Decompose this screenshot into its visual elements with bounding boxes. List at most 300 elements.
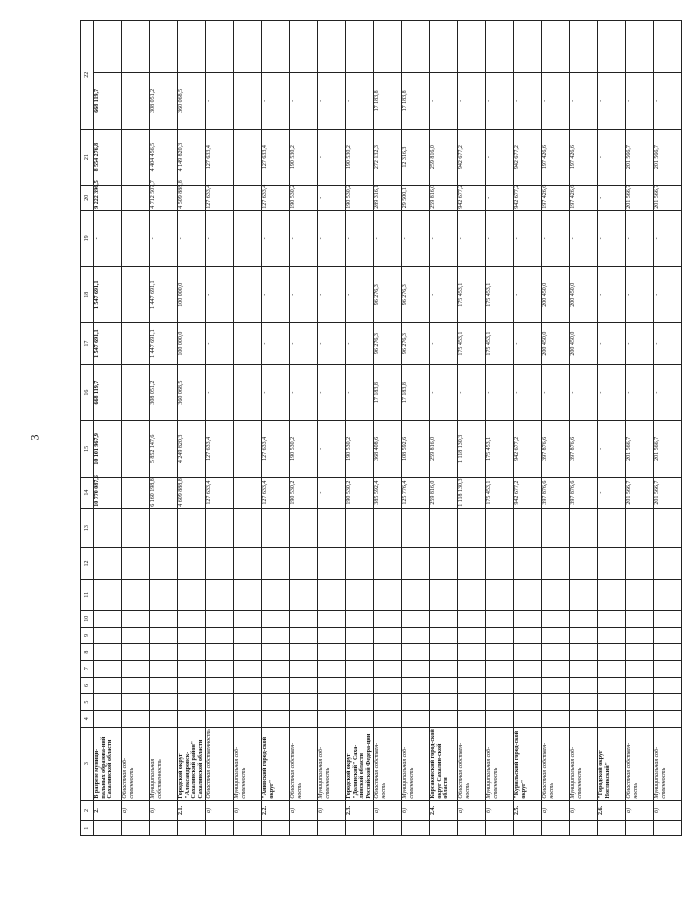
trailing-cell: [262, 21, 290, 73]
value-cell-c16: 17 183,8: [374, 365, 402, 421]
empty-cell-col9: [570, 627, 598, 644]
empty-cell-col7: [542, 660, 570, 677]
empty-cell-col5: [178, 694, 206, 711]
header-cell-16: 16: [81, 365, 94, 421]
value-cell-c15: 397 876,6: [542, 421, 570, 477]
empty-cell-col7: [654, 660, 682, 677]
value-cell-c18: 200 450,0: [542, 267, 570, 323]
empty-cell-col8: [374, 644, 402, 661]
empty-cell-col9: [122, 627, 150, 644]
empty-cell-col11: [150, 579, 178, 610]
row-index: 2.4.: [430, 800, 458, 821]
value-cell-c22: -: [318, 73, 346, 129]
value-cell-c22: -: [654, 73, 682, 129]
empty-cell-col5: [290, 694, 318, 711]
value-cell-c20: 9 222 396,5: [94, 185, 122, 210]
empty-cell-col4: [430, 710, 458, 727]
row-name: "Городской округ Ногликский": [598, 727, 626, 800]
empty-cell-col4: [458, 710, 486, 727]
value-cell-c21: -: [486, 129, 514, 185]
trailing-cell: [122, 21, 150, 73]
empty-cell-col13: [234, 508, 262, 548]
value-cell-c20: -: [486, 185, 514, 210]
empty-cell-col10: [654, 610, 682, 627]
value-cell-c14: 190 530,2: [290, 477, 318, 508]
value-cell-c16: -: [542, 365, 570, 421]
row-name: Областная собственность: [206, 727, 234, 800]
table-row: [94, 21, 122, 836]
value-cell-c22: 308 051,2: [150, 73, 178, 129]
empty-cell-col6: [122, 677, 150, 694]
empty-cell-col8: [318, 644, 346, 661]
row-name: Областная собствен-ность: [374, 727, 402, 800]
empty-cell-col12: [430, 548, 458, 579]
row-index: б): [402, 800, 430, 821]
value-cell-c18: 96 276,3: [374, 267, 402, 323]
value-cell-c17: -: [290, 323, 318, 365]
header-row: [81, 21, 94, 836]
empty-cell-col9: [654, 627, 682, 644]
empty-cell-col13: [598, 508, 626, 548]
row-name: Областная соб-ственность: [122, 727, 150, 800]
empty-cell-col7: [374, 660, 402, 677]
row-index: а): [458, 800, 486, 821]
empty-cell-col7: [234, 660, 262, 677]
empty-cell-col7: [290, 660, 318, 677]
empty-cell-col12: [122, 548, 150, 579]
value-cell-c16: [122, 365, 150, 421]
row-name: Муниципальная соб-ственность: [402, 727, 430, 800]
row-index: б): [486, 800, 514, 821]
value-cell-c22: 668 119,7: [94, 73, 122, 129]
header-cell-3: 3: [81, 727, 94, 800]
empty-cell-col12: [374, 548, 402, 579]
empty-cell-col8: [486, 644, 514, 661]
value-cell-c15: 108 592,6: [402, 421, 430, 477]
header-cell-22: 22: [81, 21, 94, 130]
row-name: Муниципальная собственность: [150, 727, 178, 800]
table-row: [234, 21, 262, 836]
value-cell-c16: -: [346, 365, 374, 421]
empty-cell-col9: [290, 627, 318, 644]
empty-cell-col10: [570, 610, 598, 627]
empty-cell-col13: [430, 508, 458, 548]
header-cell-17: 17: [81, 323, 94, 365]
empty-cell-col10: [542, 610, 570, 627]
value-cell-c15: 397 876,6: [570, 421, 598, 477]
row-index: 2.2.: [262, 800, 290, 821]
row-marker-cell: [206, 821, 234, 836]
row-index: а): [626, 800, 654, 821]
empty-cell-col10: [346, 610, 374, 627]
empty-cell-col11: [318, 579, 346, 610]
empty-cell-col5: [122, 694, 150, 711]
trailing-cell: [570, 21, 598, 73]
value-cell-c20: 201 566,7: [626, 185, 654, 210]
empty-cell-col4: [598, 710, 626, 727]
row-name: В разрезе муници-пальных образова-ний Сахалинской области: [94, 727, 122, 800]
empty-cell-col9: [598, 627, 626, 644]
header-cell-15: 15: [81, 421, 94, 477]
table-row: [290, 21, 318, 836]
value-cell-c22: -: [430, 73, 458, 129]
empty-cell-col4: [206, 710, 234, 727]
empty-cell-col5: [570, 694, 598, 711]
value-cell-c18: [234, 267, 262, 323]
empty-cell-col6: [486, 677, 514, 694]
empty-cell-col11: [178, 579, 206, 610]
empty-cell-col13: [122, 508, 150, 548]
value-cell-c16: -: [486, 365, 514, 421]
value-cell-c22: -: [206, 73, 234, 129]
table-row: [122, 21, 150, 836]
value-cell-c20: 190 530,2: [346, 185, 374, 210]
empty-cell-col9: [402, 627, 430, 644]
empty-cell-col8: [626, 644, 654, 661]
value-cell-c18: 1 547 691,1: [94, 267, 122, 323]
value-cell-c17: 175 453,1: [458, 323, 486, 365]
empty-cell-col11: [486, 579, 514, 610]
value-cell-c16: 308 051,2: [150, 365, 178, 421]
empty-cell-col7: [94, 660, 122, 677]
value-cell-c15: 175 453,1: [486, 421, 514, 477]
table-row: [318, 21, 346, 836]
empty-cell-col8: [234, 644, 262, 661]
empty-cell-col7: [318, 660, 346, 677]
empty-cell-col10: [458, 610, 486, 627]
header-cell-2: 2: [81, 800, 94, 821]
empty-cell-col8: [570, 644, 598, 661]
value-cell-c15: 201 566,7: [626, 421, 654, 477]
trailing-cell: [542, 21, 570, 73]
empty-cell-col7: [486, 660, 514, 677]
value-cell-c19: -: [458, 210, 486, 266]
trailing-cell: [318, 21, 346, 73]
row-name: Муниципальная соб-ственность: [318, 727, 346, 800]
empty-cell-col4: [346, 710, 374, 727]
trailing-cell: [290, 21, 318, 73]
empty-cell-col9: [430, 627, 458, 644]
value-cell-c20: 190 530,2: [290, 185, 318, 210]
empty-cell-col7: [430, 660, 458, 677]
empty-cell-col12: [654, 548, 682, 579]
empty-cell-col11: [402, 579, 430, 610]
value-cell-c18: -: [290, 267, 318, 323]
empty-cell-col12: [206, 548, 234, 579]
header-cell-7: 7: [81, 660, 94, 677]
value-cell-c19: -: [94, 210, 122, 266]
empty-cell-col5: [234, 694, 262, 711]
trailing-cell: [346, 21, 374, 73]
value-cell-c14: -: [318, 477, 346, 508]
empty-cell-col5: [458, 694, 486, 711]
value-cell-c18: -: [430, 267, 458, 323]
header-cell-9: 9: [81, 627, 94, 644]
value-cell-c19: -: [654, 210, 682, 266]
empty-cell-col12: [290, 548, 318, 579]
value-cell-c14: 201 566,7: [654, 477, 682, 508]
empty-cell-col5: [598, 694, 626, 711]
value-cell-c21: 127 633,4: [262, 129, 290, 185]
empty-cell-col5: [150, 694, 178, 711]
empty-cell-col11: [262, 579, 290, 610]
value-cell-c18: 100 000,0: [178, 267, 206, 323]
value-cell-c21: [122, 129, 150, 185]
empty-cell-col4: [150, 710, 178, 727]
value-cell-c21: 12 316,3: [402, 129, 430, 185]
empty-cell-col7: [346, 660, 374, 677]
value-cell-c17: -: [206, 323, 234, 365]
value-cell-c21: -: [318, 129, 346, 185]
value-cell-c14: 10 770 087,6: [94, 477, 122, 508]
value-cell-c15: [234, 421, 262, 477]
empty-cell-col7: [570, 660, 598, 677]
empty-cell-col11: [346, 579, 374, 610]
value-cell-c19: [122, 210, 150, 266]
row-index: а): [206, 800, 234, 821]
value-cell-c14: 397 876,6: [570, 477, 598, 508]
value-cell-c16: 668 119,7: [94, 365, 122, 421]
value-cell-c16: -: [570, 365, 598, 421]
value-cell-c21: 4 404 456,5: [150, 129, 178, 185]
empty-cell-col11: [290, 579, 318, 610]
empty-cell-col8: [122, 644, 150, 661]
value-cell-c17: -: [598, 323, 626, 365]
value-cell-c14: 125 776,4: [402, 477, 430, 508]
header-cell-18: 18: [81, 267, 94, 323]
empty-cell-col10: [150, 610, 178, 627]
row-index: 2.5.: [514, 800, 542, 821]
empty-cell-col9: [514, 627, 542, 644]
empty-cell-col4: [262, 710, 290, 727]
empty-cell-col4: [122, 710, 150, 727]
value-cell-c20: 942 677,2: [458, 185, 486, 210]
empty-cell-col10: [318, 610, 346, 627]
value-cell-c16: -: [206, 365, 234, 421]
value-cell-c20: [122, 185, 150, 210]
empty-cell-col7: [458, 660, 486, 677]
empty-cell-col9: [206, 627, 234, 644]
empty-cell-col10: [178, 610, 206, 627]
row-index: б): [150, 800, 178, 821]
value-cell-c19: -: [626, 210, 654, 266]
value-cell-c18: 96 276,3: [402, 267, 430, 323]
empty-cell-col13: [346, 508, 374, 548]
value-cell-c20: 259 816,0: [430, 185, 458, 210]
empty-cell-col12: [178, 548, 206, 579]
row-index: а): [122, 800, 150, 821]
empty-cell-col10: [486, 610, 514, 627]
empty-cell-col5: [430, 694, 458, 711]
empty-cell-col8: [598, 644, 626, 661]
empty-cell-col6: [458, 677, 486, 694]
empty-cell-col8: [654, 644, 682, 661]
empty-cell-col6: [626, 677, 654, 694]
empty-cell-col11: [374, 579, 402, 610]
value-cell-c16: -: [654, 365, 682, 421]
table-row: [262, 21, 290, 836]
row-index: б): [318, 800, 346, 821]
trailing-cell: [654, 21, 682, 73]
row-marker-cell: [178, 821, 206, 836]
value-cell-c20: -: [598, 185, 626, 210]
value-cell-c15: 190 530,2: [290, 421, 318, 477]
empty-cell-col4: [626, 710, 654, 727]
empty-cell-col13: [290, 508, 318, 548]
empty-cell-col9: [458, 627, 486, 644]
row-index: б): [570, 800, 598, 821]
value-cell-c20: 127 633,4: [206, 185, 234, 210]
empty-cell-col7: [626, 660, 654, 677]
value-cell-c22: -: [458, 73, 486, 129]
value-cell-c15: 127 633,4: [262, 421, 290, 477]
empty-cell-col13: [178, 508, 206, 548]
value-cell-c22: 360 068,5: [178, 73, 206, 129]
empty-cell-col13: [150, 508, 178, 548]
row-marker-cell: [374, 821, 402, 836]
value-cell-c21: 942 677,2: [458, 129, 486, 185]
trailing-cell: [178, 21, 206, 73]
value-cell-c19: -: [598, 210, 626, 266]
value-cell-c22: 17 183,8: [402, 73, 430, 129]
value-cell-c20: 942 677,2: [514, 185, 542, 210]
trailing-cell: [626, 21, 654, 73]
value-cell-c20: 197 426,6: [570, 185, 598, 210]
value-cell-c19: -: [514, 210, 542, 266]
value-cell-c17: -: [318, 323, 346, 365]
trailing-cell: [430, 21, 458, 73]
empty-cell-col11: [458, 579, 486, 610]
budget-table: [80, 20, 682, 836]
empty-cell-col4: [374, 710, 402, 727]
row-name: Корсаковский город-ской округ Сахалин-ской области: [430, 727, 458, 800]
empty-cell-col8: [402, 644, 430, 661]
trailing-cell: [94, 21, 122, 73]
empty-cell-col6: [290, 677, 318, 694]
empty-cell-col9: [178, 627, 206, 644]
table-row: [626, 21, 654, 836]
empty-cell-col4: [486, 710, 514, 727]
empty-cell-col10: [206, 610, 234, 627]
value-cell-c17: 200 450,0: [542, 323, 570, 365]
row-marker-cell: [626, 821, 654, 836]
empty-cell-col7: [598, 660, 626, 677]
empty-cell-col8: [542, 644, 570, 661]
value-cell-c14: [234, 477, 262, 508]
empty-cell-col5: [346, 694, 374, 711]
value-cell-c20: 29 500,1: [402, 185, 430, 210]
table-row: [542, 21, 570, 836]
value-cell-c19: -: [150, 210, 178, 266]
trailing-cell: [486, 21, 514, 73]
value-cell-c21: [234, 129, 262, 185]
value-cell-c22: -: [346, 73, 374, 129]
value-cell-c15: 368 408,6: [374, 421, 402, 477]
empty-cell-col10: [122, 610, 150, 627]
row-name: Областная собствен-ность: [290, 727, 318, 800]
row-marker-cell: [346, 821, 374, 836]
row-index: а): [542, 800, 570, 821]
row-marker-cell: [234, 821, 262, 836]
empty-cell-col6: [654, 677, 682, 694]
value-cell-c20: 4 509 888,8: [178, 185, 206, 210]
empty-cell-col13: [374, 508, 402, 548]
row-marker-cell: [402, 821, 430, 836]
empty-cell-col13: [206, 508, 234, 548]
value-cell-c21: 127 633,4: [206, 129, 234, 185]
value-cell-c16: -: [430, 365, 458, 421]
value-cell-c17: [122, 323, 150, 365]
value-cell-c14: -: [598, 477, 626, 508]
empty-cell-col8: [346, 644, 374, 661]
empty-cell-col10: [262, 610, 290, 627]
value-cell-c15: 190 530,2: [346, 421, 374, 477]
empty-cell-col13: [542, 508, 570, 548]
header-cell-14: 14: [81, 477, 94, 508]
row-marker-cell: [486, 821, 514, 836]
header-cell-4: 4: [81, 710, 94, 727]
value-cell-c21: 4 149 820,3: [178, 129, 206, 185]
value-cell-c22: -: [262, 73, 290, 129]
empty-cell-col8: [262, 644, 290, 661]
value-cell-c16: -: [318, 365, 346, 421]
value-cell-c14: 259 816,0: [430, 477, 458, 508]
empty-cell-col12: [94, 548, 122, 579]
row-marker-cell: [94, 821, 122, 836]
empty-cell-col12: [402, 548, 430, 579]
value-cell-c19: -: [402, 210, 430, 266]
value-cell-c21: 8 554 276,8: [94, 129, 122, 185]
value-cell-c15: 4 249 820,3: [178, 421, 206, 477]
value-cell-c19: -: [430, 210, 458, 266]
value-cell-c16: 17 183,8: [402, 365, 430, 421]
value-cell-c14: 385 592,4: [374, 477, 402, 508]
empty-cell-col11: [654, 579, 682, 610]
value-cell-c20: 201 566,7: [654, 185, 682, 210]
empty-cell-col9: [374, 627, 402, 644]
empty-cell-col12: [234, 548, 262, 579]
value-cell-c14: 175 453,1: [486, 477, 514, 508]
trailing-cell: [374, 21, 402, 73]
empty-cell-col6: [430, 677, 458, 694]
value-cell-c14: 127 633,4: [262, 477, 290, 508]
empty-cell-col4: [402, 710, 430, 727]
value-cell-c22: -: [598, 73, 626, 129]
empty-cell-col8: [150, 644, 178, 661]
empty-cell-col12: [626, 548, 654, 579]
row-name: Областная собствен-ность: [458, 727, 486, 800]
empty-cell-col4: [234, 710, 262, 727]
table-row: [458, 21, 486, 836]
row-name: Областная собствен-ность: [542, 727, 570, 800]
empty-cell-col11: [206, 579, 234, 610]
row-marker-cell: [542, 821, 570, 836]
empty-cell-col5: [318, 694, 346, 711]
value-cell-c17: 175 453,1: [486, 323, 514, 365]
trailing-cell: [206, 21, 234, 73]
header-cell-20: 20: [81, 185, 94, 210]
value-cell-c21: -: [598, 129, 626, 185]
empty-cell-col13: [486, 508, 514, 548]
value-cell-c19: -: [290, 210, 318, 266]
empty-cell-col6: [374, 677, 402, 694]
empty-cell-col10: [94, 610, 122, 627]
empty-cell-col7: [178, 660, 206, 677]
value-cell-c22: [122, 73, 150, 129]
value-cell-c18: -: [318, 267, 346, 323]
empty-cell-col6: [262, 677, 290, 694]
trailing-cell: [598, 21, 626, 73]
